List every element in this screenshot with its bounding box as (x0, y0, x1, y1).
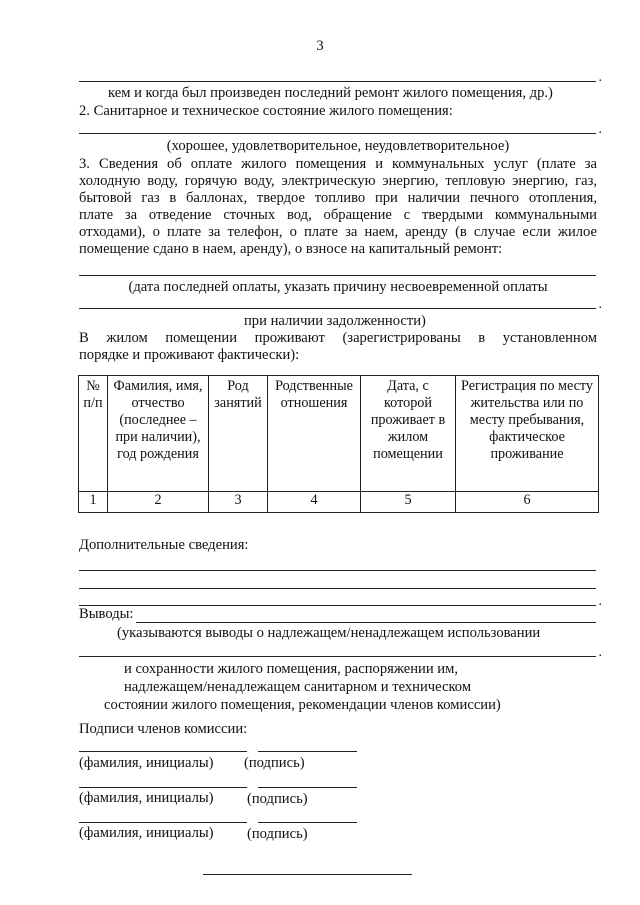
sanitary-fill-line (79, 133, 596, 134)
signature-sign-line-3 (258, 822, 357, 823)
column-number-2: 2 (108, 492, 209, 513)
signatures-label: Подписи членов комиссии: (79, 721, 248, 737)
payment-line-5: отходами), о плате за телефон, о плате за наем, аренду (в случае если жилое (79, 224, 597, 240)
additional-line-1 (79, 570, 596, 571)
conclusions-fill-line (136, 622, 596, 623)
signature-sign-caption-1: (подпись) (244, 755, 305, 771)
signature-sign-caption-2: (подпись) (247, 791, 308, 807)
payment-line-2: холодную воду, горячую воду, электрическую энергию, тепловую энергию, газ, (79, 173, 597, 189)
table-row (79, 492, 599, 513)
conclusions-label: Выводы: (79, 606, 134, 622)
table-header-row (79, 376, 599, 492)
signature-sign-caption-3: (подпись) (247, 826, 308, 842)
conclusions-line-2 (79, 656, 596, 657)
payment-fill-line-1 (79, 275, 596, 276)
renovation-fill-line (79, 81, 596, 82)
signature-name-line-2 (79, 787, 247, 788)
sanitary-caption: (хорошее, удовлетворительное, неудовлетворительное) (166, 138, 510, 154)
payment-line-1: 3. Сведения об оплате жилого помещения и коммунальных услуг (плате за (79, 156, 597, 172)
renovation-caption: кем и когда был произведен последний ремонт жилого помещения, др.) (108, 85, 553, 101)
column-number-1: 1 (79, 492, 108, 513)
signature-name-caption-3: (фамилия, инициалы) (79, 825, 214, 841)
header-full-name: Фамилия, имя, отчество (последнее – при наличии), год рождения (108, 376, 209, 492)
conclusions-caption-3: надлежащем/ненадлежащем санитарном и техническом (124, 679, 472, 695)
payment-fill-line-2 (79, 308, 596, 309)
conclusions-caption-1: (указываются выводы о надлежащем/ненадлежащем использовании (117, 625, 541, 641)
payment-line-6: помещение сдано в наем, аренду), о взносе на капитальный ремонт: (79, 241, 503, 257)
signature-sign-line-1 (258, 751, 357, 752)
payment-caption-1: (дата последней оплаты, указать причину несвоевременной оплаты (128, 279, 548, 295)
column-number-3: 3 (209, 492, 268, 513)
conclusions-caption-4: состоянии жилого помещения, рекомендации членов комиссии) (104, 697, 501, 713)
signature-name-caption-1: (фамилия, инициалы) (79, 755, 214, 771)
residents-table (78, 375, 599, 513)
additional-line-2 (79, 588, 596, 589)
additional-label: Дополнительные сведения: (79, 537, 249, 553)
payment-line-4: плате за отведение сточных вод, обращение с твердыми коммунальными (79, 207, 597, 223)
signature-name-line-1 (79, 751, 247, 752)
payment-paragraph (79, 156, 597, 258)
signature-sign-line-2 (258, 787, 357, 788)
signature-name-caption-2: (фамилия, инициалы) (79, 790, 214, 806)
residents-line-1: В жилом помещении проживают (зарегистрированы в установленном (79, 330, 597, 346)
additional-line-3 (79, 605, 596, 606)
payment-line-3: бытовой газ в баллонах, твердое топливо при наличии печного отопления, (79, 190, 597, 206)
header-relationship: Родственные отношения (268, 376, 361, 492)
header-occupation: Род занятий (209, 376, 268, 492)
header-residence-date: Дата, с которой проживает в жилом помещении (361, 376, 456, 492)
column-number-4: 4 (268, 492, 361, 513)
signature-name-line-3 (79, 822, 247, 823)
residents-paragraph (79, 330, 597, 364)
column-number-5: 5 (361, 492, 456, 513)
residents-line-2: порядке и проживают фактически): (79, 347, 300, 363)
closing-rule (203, 874, 412, 875)
sanitary-heading: 2. Санитарное и техническое состояние жилого помещения: (79, 103, 453, 119)
payment-caption-2: при наличии задолженности) (244, 313, 426, 329)
header-registration: Регистрация по месту жительства или по месту пребывания, фактическое проживание (456, 376, 599, 492)
header-number: № п/п (79, 376, 108, 492)
column-number-6: 6 (456, 492, 599, 513)
page-number: 3 (316, 38, 324, 54)
conclusions-caption-2: и сохранности жилого помещения, распоряжении им, (124, 661, 458, 677)
